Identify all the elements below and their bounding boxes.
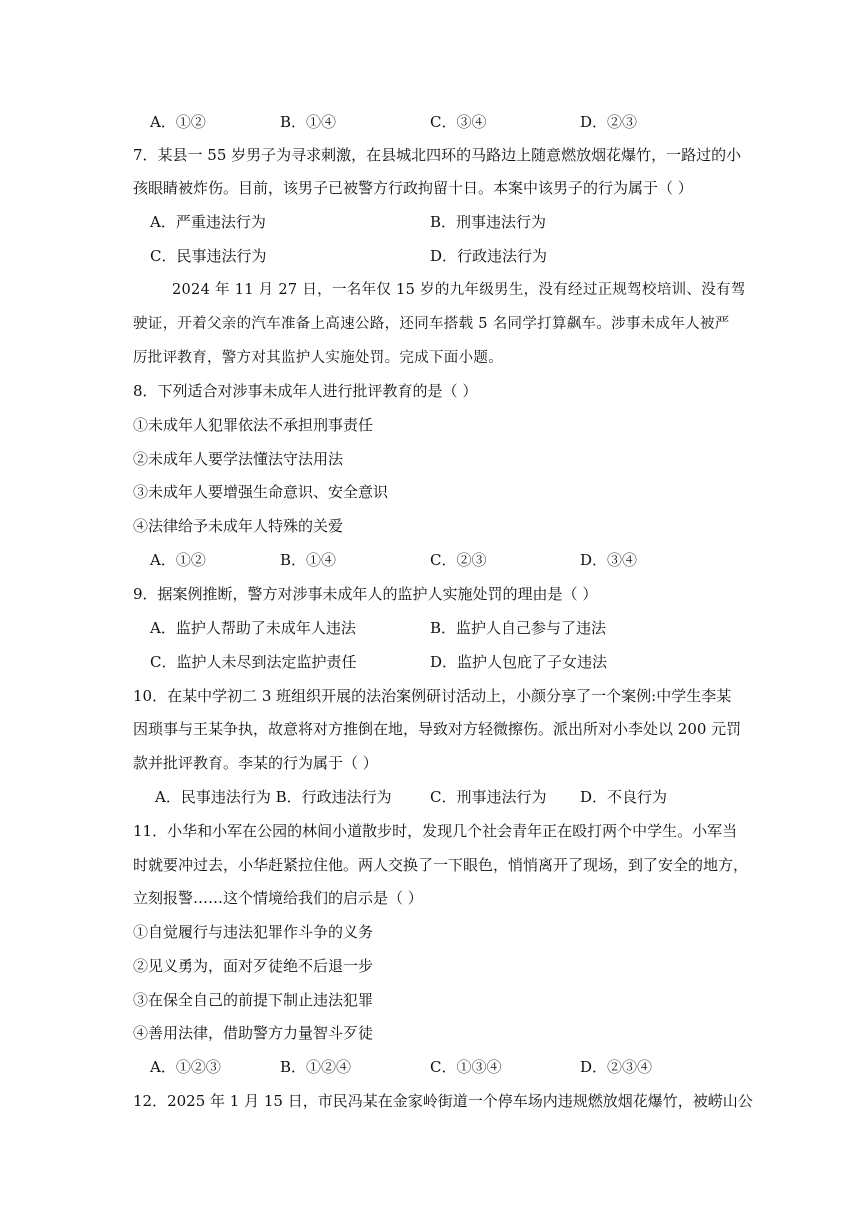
q7-option-a[interactable]: A．严重违法行为: [150, 213, 266, 231]
q9-stem: 9．据案例推断，警方对涉事未成年人的监护人实施处罚的理由是（ ）: [133, 585, 598, 603]
q11-option-d[interactable]: D．②③④: [580, 1058, 653, 1076]
q9-option-c[interactable]: C．监护人未尽到法定监护责任: [150, 653, 357, 671]
q11-item-2: ②见义勇为，面对歹徒绝不后退一步: [133, 957, 374, 975]
q8-option-a[interactable]: A．①②: [150, 551, 206, 569]
material-line-1: 2024 年 11 月 27 日，一名年仅 15 岁的九年级男生，没有经过正规驾校培训、没有驾: [172, 282, 746, 298]
q6-option-a[interactable]: A．①②: [150, 113, 206, 131]
q11-item-1: ①自觉履行与违法犯罪作斗争的义务: [133, 923, 374, 941]
q7-stem-line-1: 7．某县一 55 岁男子为寻求刺激，在县城北四环的马路边上随意燃放烟花爆竹，一路过的小: [133, 146, 742, 164]
q10-option-d[interactable]: D．不良行为: [580, 788, 668, 806]
q11-item-3: ③在保全自己的前提下制止违法犯罪: [133, 991, 374, 1009]
q8-option-d[interactable]: D．③④: [580, 551, 638, 569]
material-line-3: 厉批评教育，警方对其监护人实施处罚。完成下面小题。: [133, 350, 503, 366]
q11-option-b[interactable]: B．①②④: [280, 1058, 352, 1076]
q8-item-3: ③未成年人要增强生命意识、安全意识: [133, 483, 389, 501]
q8-option-b[interactable]: B．①④: [280, 551, 337, 569]
q7-option-d[interactable]: D．行政违法行为: [430, 247, 548, 265]
material-line-2: 驶证，开着父亲的汽车准备上高速公路，还同车搭载 5 名同学打算飙车。涉事未成年人被严: [133, 316, 730, 332]
q6-option-d[interactable]: D．②③: [580, 113, 638, 131]
q8-item-1: ①未成年人犯罪依法不承担刑事责任: [133, 416, 374, 434]
q7-option-c[interactable]: C．民事违法行为: [150, 247, 267, 265]
q10-stem-line-1: 10．在某中学初二 3 班组织开展的法治案例研讨活动上，小颜分享了一个案例:中学生李某: [133, 687, 732, 705]
q10-option-c[interactable]: C．刑事违法行为: [430, 788, 547, 806]
q11-option-c[interactable]: C．①③④: [430, 1058, 502, 1076]
q6-option-b[interactable]: B．①④: [280, 113, 337, 131]
q11-stem-line-1: 11．小华和小军在公园的林间小道散步时，发现几个社会青年正在殴打两个中学生。小军当: [133, 822, 738, 840]
q9-option-d[interactable]: D．监护人包庇了子女违法: [430, 653, 608, 671]
q11-stem-line-3: 立刻报警……这个情境给我们的启示是（ ）: [133, 889, 423, 907]
q8-item-2: ②未成年人要学法懂法守法用法: [133, 450, 344, 468]
q8-stem: 8．下列适合对涉事未成年人进行批评教育的是（ ）: [133, 382, 478, 400]
q6-option-c[interactable]: C．③④: [430, 113, 487, 131]
q11-stem-line-2: 时就要冲过去，小华赶紧拉住他。两人交换了一下眼色，悄悄离开了现场，到了安全的地方，: [133, 856, 749, 874]
q12-stem-line-1: 12．2025 年 1 月 15 日，市民冯某在金家岭街道一个停车场内违规燃放烟花爆竹，被崂山公: [133, 1092, 753, 1110]
q9-option-b[interactable]: B．监护人自己参与了违法: [430, 619, 607, 637]
q9-option-a[interactable]: A．监护人帮助了未成年人违法: [150, 619, 356, 637]
q10-option-a-b[interactable]: A．民事违法行为 B．行政违法行为: [155, 788, 392, 806]
q10-stem-line-2: 因琐事与王某争执，故意将对方推倒在地，导致对方轻微擦伤。派出所对小李处以 200 元罚: [133, 720, 742, 738]
q7-stem-line-2: 孩眼睛被炸伤。目前，该男子已被警方行政拘留十日。本案中该男子的行为属于（ ）: [133, 179, 693, 197]
q8-option-c[interactable]: C．②③: [430, 551, 487, 569]
q10-stem-line-3: 款并批评教育。李某的行为属于（ ）: [133, 754, 378, 772]
q11-option-a[interactable]: A．①②③: [150, 1058, 221, 1076]
q7-option-b[interactable]: B．刑事违法行为: [430, 213, 547, 231]
q8-item-4: ④法律给予未成年人特殊的关爱: [133, 517, 344, 535]
q11-item-4: ④善用法律，借助警方力量智斗歹徒: [133, 1024, 374, 1042]
